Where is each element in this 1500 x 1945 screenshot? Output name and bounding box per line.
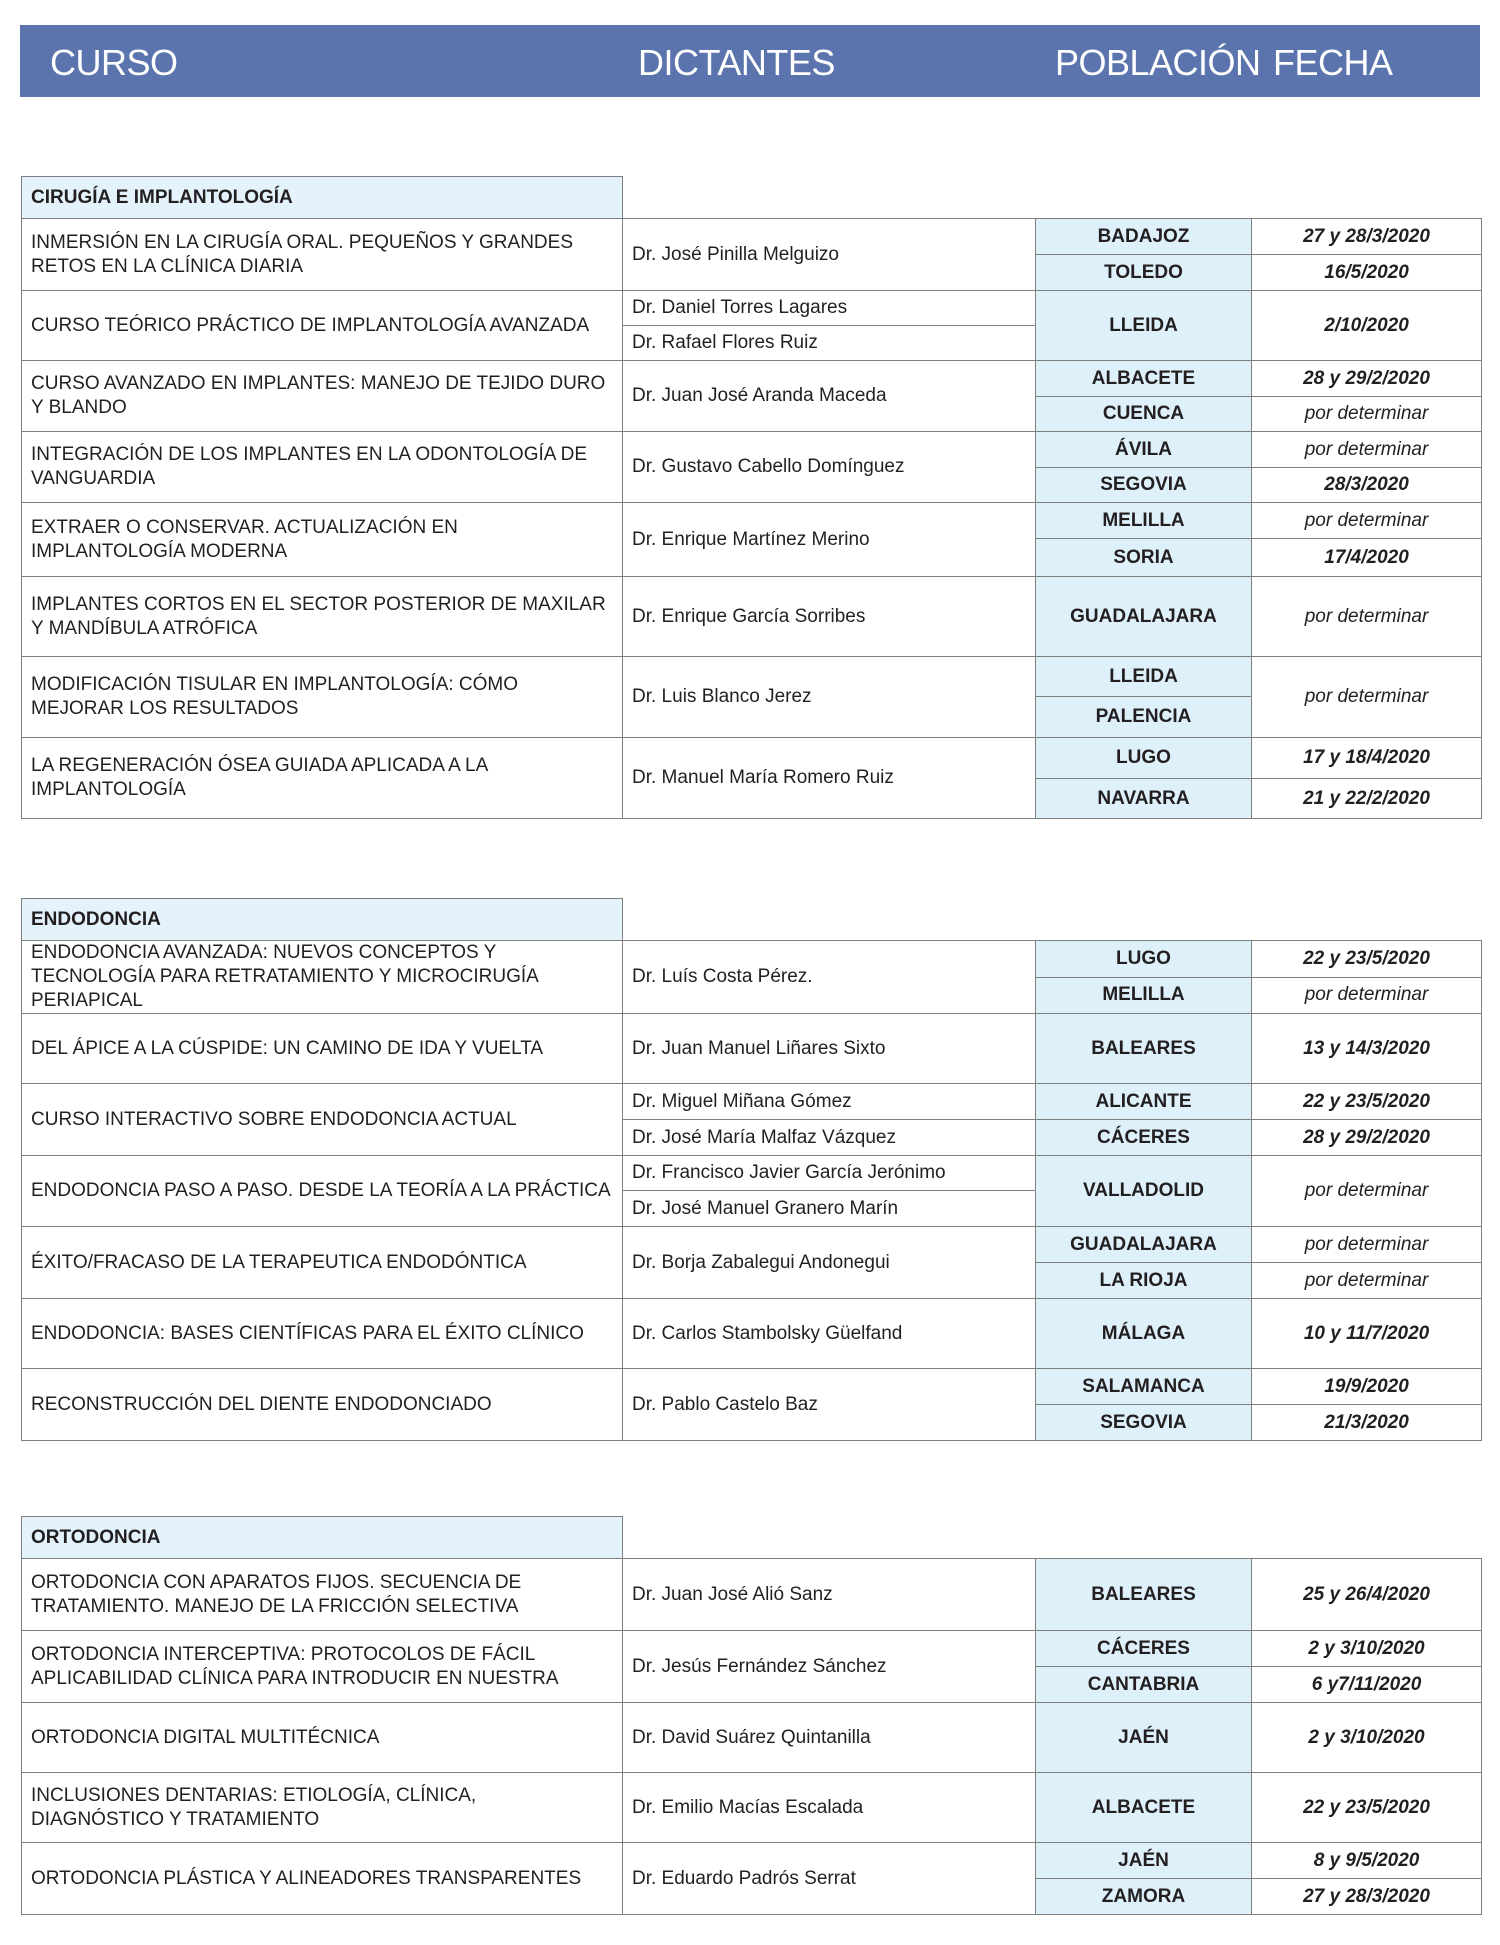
city-name: ZAMORA [1036, 1879, 1252, 1915]
professor-name: Dr. Luis Blanco Jerez [623, 657, 1036, 738]
city-name: ÁVILA [1036, 432, 1252, 468]
city-name: LLEIDA [1036, 657, 1252, 697]
course-date: 8 y 9/5/2020 [1252, 1843, 1482, 1879]
city-name: LA RIOJA [1036, 1263, 1252, 1299]
course-name: CURSO AVANZADO EN IMPLANTES: MANEJO DE TEJIDO DURO Y BLANDO [22, 361, 623, 432]
professor-name: Dr. Juan José Aranda Maceda [623, 361, 1036, 432]
course-date: 2 y 3/10/2020 [1252, 1703, 1482, 1773]
table-row [22, 1084, 1482, 1120]
table-row [22, 291, 1482, 326]
course-name: EXTRAER O CONSERVAR. ACTUALIZACIÓN EN IMPLANTOLOGÍA MODERNA [22, 503, 623, 577]
course-name: INCLUSIONES DENTARIAS: ETIOLOGÍA, CLÍNICA, DIAGNÓSTICO Y TRATAMIENTO [22, 1773, 623, 1843]
table-row [22, 1773, 1482, 1843]
course-name: ORTODONCIA INTERCEPTIVA: PROTOCOLOS DE FÁCIL APLICABILIDAD CLÍNICA PARA INTRODUCIR EN NUESTRA [22, 1631, 623, 1703]
table-row [22, 503, 1482, 539]
professor-name: Dr. David Suárez Quintanilla [623, 1703, 1036, 1773]
professor-name: Dr. Enrique García Sorribes [623, 577, 1036, 657]
professor-name: Dr. Borja Zabalegui Andonegui [623, 1227, 1036, 1299]
city-name: CÁCERES [1036, 1120, 1252, 1156]
course-date: 22 y 23/5/2020 [1252, 941, 1482, 978]
course-name: ORTODONCIA CON APARATOS FIJOS. SECUENCIA DE TRATAMIENTO. MANEJO DE LA FRICCIÓN SELECTIVA [22, 1559, 623, 1631]
course-name: CURSO TEÓRICO PRÁCTICO DE IMPLANTOLOGÍA AVANZADA [22, 291, 623, 361]
city-name: SEGOVIA [1036, 1405, 1252, 1441]
course-name: IMPLANTES CORTOS EN EL SECTOR POSTERIOR DE MAXILAR Y MANDÍBULA ATRÓFICA [22, 577, 623, 657]
city-name: MÁLAGA [1036, 1299, 1252, 1369]
table-header-bar [20, 25, 1480, 97]
course-date: 27 y 28/3/2020 [1252, 1879, 1482, 1915]
course-date: 28 y 29/2/2020 [1252, 361, 1482, 397]
section-title: ENDODONCIA [22, 899, 623, 941]
table-row [22, 1227, 1482, 1263]
course-name: ORTODONCIA PLÁSTICA Y ALINEADORES TRANSPARENTES [22, 1843, 623, 1915]
table-row [22, 1843, 1482, 1879]
course-date: por determinar [1252, 1156, 1482, 1227]
professor-name: Dr. Enrique Martínez Merino [623, 503, 1036, 577]
professor-name: Dr. Rafael Flores Ruiz [623, 326, 1036, 361]
course-table [21, 176, 1482, 819]
course-name: ORTODONCIA DIGITAL MULTITÉCNICA [22, 1703, 623, 1773]
course-date: 16/5/2020 [1252, 255, 1482, 291]
table-row [22, 1156, 1482, 1191]
city-name: CUENCA [1036, 397, 1252, 432]
table-row [22, 738, 1482, 779]
city-name: SEGOVIA [1036, 468, 1252, 503]
course-date: por determinar [1252, 977, 1482, 1014]
professor-name: Dr. José Pinilla Melguizo [623, 219, 1036, 291]
city-name: JAÉN [1036, 1703, 1252, 1773]
section-3 [21, 1516, 1481, 1915]
course-name: ENDODONCIA: BASES CIENTÍFICAS PARA EL ÉXITO CLÍNICO [22, 1299, 623, 1369]
table-row [22, 219, 1482, 255]
city-name: LLEIDA [1036, 291, 1252, 361]
course-name: LA REGENERACIÓN ÓSEA GUIADA APLICADA A LA IMPLANTOLOGÍA [22, 738, 623, 819]
city-name: CÁCERES [1036, 1631, 1252, 1667]
city-name: TOLEDO [1036, 255, 1252, 291]
table-row [22, 361, 1482, 397]
section-title-spacer [623, 1517, 1482, 1559]
professor-name: Dr. Emilio Macías Escalada [623, 1773, 1036, 1843]
course-name: INMERSIÓN EN LA CIRUGÍA ORAL. PEQUEÑOS Y GRANDES RETOS EN LA CLÍNICA DIARIA [22, 219, 623, 291]
course-name: DEL ÁPICE A LA CÚSPIDE: UN CAMINO DE IDA Y VUELTA [22, 1014, 623, 1084]
professor-name: Dr. Juan Manuel Liñares Sixto [623, 1014, 1036, 1084]
course-name: RECONSTRUCCIÓN DEL DIENTE ENDODONCIADO [22, 1369, 623, 1441]
table-row [22, 1703, 1482, 1773]
course-date: 28/3/2020 [1252, 468, 1482, 503]
city-name: JAÉN [1036, 1843, 1252, 1879]
course-date: 17/4/2020 [1252, 539, 1482, 577]
course-name: ENDODONCIA PASO A PASO. DESDE LA TEORÍA A LA PRÁCTICA [22, 1156, 623, 1227]
section-title: ORTODONCIA [22, 1517, 623, 1559]
course-date: 27 y 28/3/2020 [1252, 219, 1482, 255]
section-2 [21, 898, 1481, 1441]
course-date: 22 y 23/5/2020 [1252, 1084, 1482, 1120]
city-name: BADAJOZ [1036, 219, 1252, 255]
city-name: NAVARRA [1036, 779, 1252, 819]
course-date: 22 y 23/5/2020 [1252, 1773, 1482, 1843]
table-row [22, 657, 1482, 697]
table-row [22, 1559, 1482, 1631]
header-poblacion: POBLACIÓN [1055, 42, 1261, 83]
section-title: CIRUGÍA E IMPLANTOLOGÍA [22, 177, 623, 219]
table-row [22, 1631, 1482, 1667]
course-name: INTEGRACIÓN DE LOS IMPLANTES EN LA ODONTOLOGÍA DE VANGUARDIA [22, 432, 623, 503]
city-name: BALEARES [1036, 1559, 1252, 1631]
course-date: 17 y 18/4/2020 [1252, 738, 1482, 779]
city-name: ALBACETE [1036, 1773, 1252, 1843]
city-name: ALICANTE [1036, 1084, 1252, 1120]
course-table [21, 898, 1482, 1441]
professor-name: Dr. José María Malfaz Vázquez [623, 1120, 1036, 1156]
table-row [22, 432, 1482, 468]
city-name: BALEARES [1036, 1014, 1252, 1084]
city-name: CANTABRIA [1036, 1667, 1252, 1703]
professor-name: Dr. Manuel María Romero Ruiz [623, 738, 1036, 819]
course-name: ÉXITO/FRACASO DE LA TERAPEUTICA ENDODÓNTICA [22, 1227, 623, 1299]
city-name: LUGO [1036, 941, 1252, 978]
professor-name: Dr. Eduardo Padrós Serrat [623, 1843, 1036, 1915]
course-date: 13 y 14/3/2020 [1252, 1014, 1482, 1084]
city-name: MELILLA [1036, 503, 1252, 539]
course-name: CURSO INTERACTIVO SOBRE ENDODONCIA ACTUAL [22, 1084, 623, 1156]
course-table [21, 1516, 1482, 1915]
table-row [22, 1014, 1482, 1084]
course-date: 2/10/2020 [1252, 291, 1482, 361]
city-name: ALBACETE [1036, 361, 1252, 397]
course-date: por determinar [1252, 577, 1482, 657]
professor-name: Dr. Gustavo Cabello Domínguez [623, 432, 1036, 503]
course-date: 21/3/2020 [1252, 1405, 1482, 1441]
city-name: PALENCIA [1036, 697, 1252, 738]
city-name: GUADALAJARA [1036, 1227, 1252, 1263]
professor-name: Dr. Miguel Miñana Gómez [623, 1084, 1036, 1120]
professor-name: Dr. Carlos Stambolsky Güelfand [623, 1299, 1036, 1369]
table-row [22, 577, 1482, 657]
course-date: 28 y 29/2/2020 [1252, 1120, 1482, 1156]
course-name: ENDODONCIA AVANZADA: NUEVOS CONCEPTOS Y TECNOLOGÍA PARA RETRATAMIENTO Y MICROCIRUGÍA PERIAPICAL [22, 941, 623, 1014]
course-date: por determinar [1252, 1227, 1482, 1263]
course-date: por determinar [1252, 397, 1482, 432]
header-curso: CURSO [50, 42, 178, 83]
course-date: 19/9/2020 [1252, 1369, 1482, 1405]
professor-name: Dr. Francisco Javier García Jerónimo [623, 1156, 1036, 1191]
professor-name: Dr. Juan José Alió Sanz [623, 1559, 1036, 1631]
city-name: GUADALAJARA [1036, 577, 1252, 657]
professor-name: Dr. Jesús Fernández Sánchez [623, 1631, 1036, 1703]
course-date: 10 y 11/7/2020 [1252, 1299, 1482, 1369]
course-date: por determinar [1252, 503, 1482, 539]
city-name: MELILLA [1036, 977, 1252, 1014]
course-date: por determinar [1252, 657, 1482, 738]
header-dictantes: DICTANTES [638, 42, 835, 83]
city-name: LUGO [1036, 738, 1252, 779]
section-1 [21, 176, 1481, 819]
table-row [22, 1369, 1482, 1405]
city-name: VALLADOLID [1036, 1156, 1252, 1227]
section-title-spacer [623, 177, 1482, 219]
city-name: SALAMANCA [1036, 1369, 1252, 1405]
course-date: por determinar [1252, 1263, 1482, 1299]
section-title-spacer [623, 899, 1482, 941]
course-date: por determinar [1252, 432, 1482, 468]
course-date: 21 y 22/2/2020 [1252, 779, 1482, 819]
table-row [22, 1299, 1482, 1369]
professor-name: Dr. Daniel Torres Lagares [623, 291, 1036, 326]
course-date: 2 y 3/10/2020 [1252, 1631, 1482, 1667]
header-fecha: FECHA [1273, 42, 1393, 83]
professor-name: Dr. Pablo Castelo Baz [623, 1369, 1036, 1441]
professor-name: Dr. José Manuel Granero Marín [623, 1191, 1036, 1227]
course-name: MODIFICACIÓN TISULAR EN IMPLANTOLOGÍA: CÓMO MEJORAR LOS RESULTADOS [22, 657, 623, 738]
table-row [22, 941, 1482, 978]
city-name: SORIA [1036, 539, 1252, 577]
course-date: 6 y7/11/2020 [1252, 1667, 1482, 1703]
course-date: 25 y 26/4/2020 [1252, 1559, 1482, 1631]
professor-name: Dr. Luís Costa Pérez. [623, 941, 1036, 1014]
